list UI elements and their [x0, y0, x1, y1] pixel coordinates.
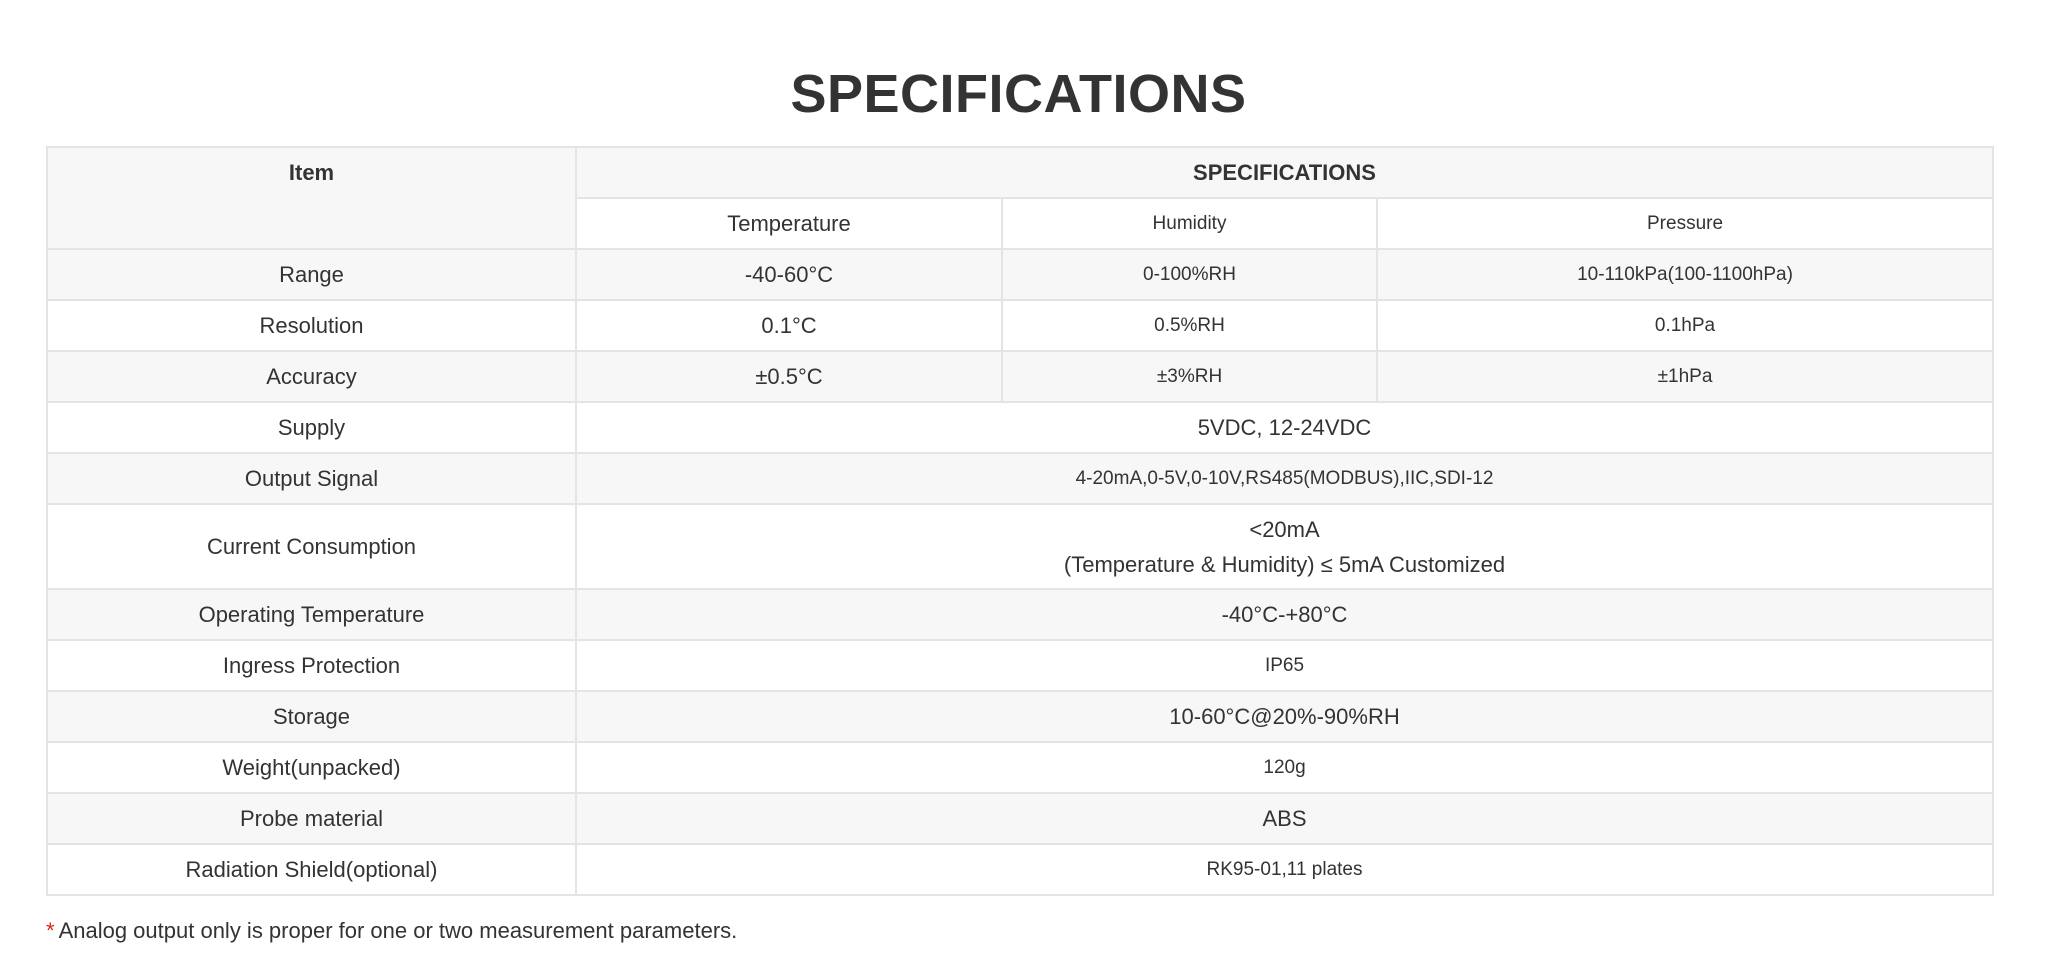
- subheader-humidity: Humidity: [1002, 198, 1377, 249]
- cell-value: 10-60°C@20%-90%RH: [576, 691, 1993, 742]
- specifications-table: [46, 146, 1994, 896]
- header-row: [47, 147, 1993, 198]
- cell-temperature: -40-60°C: [576, 249, 1002, 300]
- row-label: Accuracy: [47, 351, 576, 402]
- row-label: Operating Temperature: [47, 589, 576, 640]
- table-row-probe-material: [47, 793, 1993, 844]
- table-row-accuracy: [47, 351, 1993, 402]
- row-label: Radiation Shield(optional): [47, 844, 576, 895]
- table-row-current-consumption: [47, 504, 1993, 589]
- row-label: Range: [47, 249, 576, 300]
- cell-humidity: ±3%RH: [1002, 351, 1377, 402]
- cell-pressure: 0.1hPa: [1377, 300, 1993, 351]
- table-row-weight: [47, 742, 1993, 793]
- cell-value: [576, 504, 1993, 589]
- cell-value-line1: <20mA: [1249, 516, 1320, 542]
- cell-temperature: ±0.5°C: [576, 351, 1002, 402]
- cell-humidity: 0-100%RH: [1002, 249, 1377, 300]
- table-row-range: [47, 249, 1993, 300]
- cell-value: ABS: [576, 793, 1993, 844]
- table-row-storage: [47, 691, 1993, 742]
- row-label: Output Signal: [47, 453, 576, 504]
- row-label: Storage: [47, 691, 576, 742]
- subheader-temperature: Temperature: [576, 198, 1002, 249]
- cell-value: -40°C-+80°C: [576, 589, 1993, 640]
- cell-pressure: 10-110kPa(100-1100hPa): [1377, 249, 1993, 300]
- header-specifications: SPECIFICATIONS: [576, 147, 1993, 198]
- table-row-ingress-protection: [47, 640, 1993, 691]
- cell-value: 4-20mA,0-5V,0-10V,RS485(MODBUS),IIC,SDI-12: [576, 453, 1993, 504]
- footnote: [46, 916, 737, 946]
- header-item: Item: [47, 147, 576, 249]
- cell-value: 120g: [576, 742, 1993, 793]
- cell-value: RK95-01,11 plates: [576, 844, 1993, 895]
- cell-temperature: 0.1°C: [576, 300, 1002, 351]
- table-row-resolution: [47, 300, 1993, 351]
- cell-value: IP65: [576, 640, 1993, 691]
- table-row-supply: [47, 402, 1993, 453]
- footnote-text: Analog output only is proper for one or two measurement parameters.: [58, 918, 738, 943]
- cell-value: 5VDC, 12-24VDC: [576, 402, 1993, 453]
- page-title: SPECIFICATIONS: [790, 64, 1247, 125]
- row-label: Ingress Protection: [47, 640, 576, 691]
- cell-pressure: ±1hPa: [1377, 351, 1993, 402]
- table-row-radiation-shield: [47, 844, 1993, 895]
- row-label: Resolution: [47, 300, 576, 351]
- table-row-operating-temperature: [47, 589, 1993, 640]
- subheader-pressure: Pressure: [1377, 198, 1993, 249]
- row-label: Current Consumption: [47, 504, 576, 589]
- asterisk-marker: *: [46, 918, 55, 943]
- table-row-output-signal: [47, 453, 1993, 504]
- cell-humidity: 0.5%RH: [1002, 300, 1377, 351]
- row-label: Probe material: [47, 793, 576, 844]
- row-label: Weight(unpacked): [47, 742, 576, 793]
- cell-value-line2: (Temperature & Humidity) ≤ 5mA Customized: [1063, 551, 1506, 577]
- row-label: Supply: [47, 402, 576, 453]
